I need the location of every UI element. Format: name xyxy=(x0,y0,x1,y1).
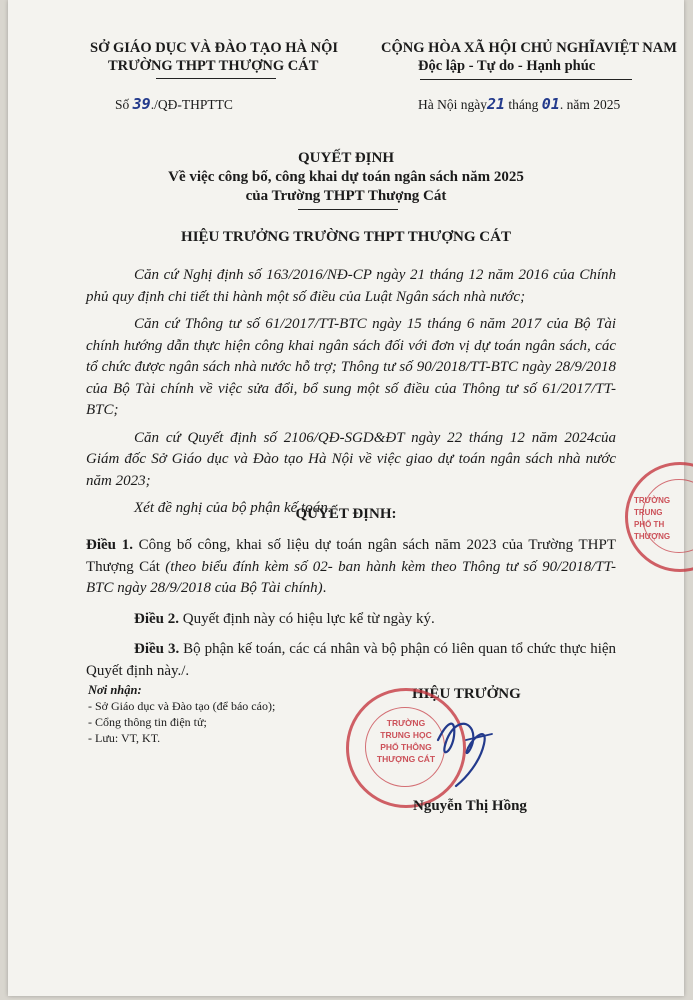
stamp-line: TRƯỜNG xyxy=(634,496,671,505)
document-subtitle-2: của Trường THPT Thượng Cát xyxy=(245,188,447,204)
article-1 xyxy=(86,535,616,600)
recipient-item: - Cổng thông tin điện tử; xyxy=(88,715,207,729)
preamble-clause: Căn cứ Nghị định số 163/2016/NĐ-CP ngày 21 tháng 12 năm 2016 của Chính phủ quy định chi tiết thi hành một số điều của Luật Ngân sách nhà nước; xyxy=(86,267,616,305)
stamp-text xyxy=(634,495,693,543)
stamp-line: THƯỢNG xyxy=(634,532,671,541)
stamp-line: THƯỢNG CÁT xyxy=(376,754,436,764)
date-day: 21 xyxy=(486,95,506,113)
article-note: (theo biểu đính kèm số 02- ban hành kèm theo Thông tư số 90/2018/TT-BTC ngày 28/9/2018 của Bộ Tài chính) xyxy=(86,558,616,596)
title-underline xyxy=(298,209,398,210)
republic-name: CỘNG HÒA XÃ HỘI CHỦ NGHĨAVIỆT NAM xyxy=(381,40,677,56)
preamble-clause: Căn cứ Thông tư số 61/2017/TT-BTC ngày 15 tháng 6 năm 2017 của Bộ Tài chính hướng dẫn thực hiện công khai ngân sách đối với đơn vị dự toán ngân sách, các tổ chức được ngân sách nhà nước hỗ trợ; Thông tư số 90/2018/TT-BTC ngày 28/9/2018 của Bộ Tài chính về việc sửa đổi, bổ sung một số điều của Thông tư số 61/2017/TT-BTC; xyxy=(86,316,616,418)
article-label: Điều 2. xyxy=(134,610,179,627)
document-page xyxy=(8,0,684,996)
issuing-authority: HIỆU TRƯỞNG TRƯỜNG THPT THƯỢNG CÁT xyxy=(181,229,511,245)
recipients-heading: Nơi nhận: xyxy=(88,683,142,697)
signer-role: HIỆU TRƯỞNG xyxy=(412,686,521,702)
article-text: Quyết định này có hiệu lực kể từ ngày ký. xyxy=(179,610,435,627)
document-title: QUYẾT ĐỊNH xyxy=(298,150,394,166)
date-year: . năm 2025 xyxy=(559,97,621,112)
preamble-clause: Căn cứ Quyết định số 2106/QĐ-SGD&ĐT ngày 22 tháng 12 năm 2024của Giám đốc Sở Giáo dục và Đào tạo Hà Nội về việc giao dự toán ngân sách nhà nước năm 2023; xyxy=(86,429,616,489)
stamp-line: TRƯỜNG xyxy=(386,718,426,728)
document-subtitle-1: Về việc công bố, công khai dự toán ngân sách năm 2025 xyxy=(168,169,524,185)
school-name: TRƯỜNG THPT THƯỢNG CÁT xyxy=(108,58,319,74)
recipient-item: - Sở Giáo dục và Đào tạo (để báo cáo); xyxy=(88,699,276,713)
date-month: 01 xyxy=(541,95,560,113)
document-number xyxy=(115,95,233,113)
article-text: Bộ phận kế toán, các cá nhân và bộ phận có liên quan tổ chức thực hiện Quyết định này./. xyxy=(86,641,617,679)
document-date xyxy=(418,95,620,113)
article-text: Công bố công, khai số liệu dự toán ngân sách năm 2023 của Trường THPT Thượng Cát xyxy=(86,537,617,575)
handwritten-signature xyxy=(426,700,506,790)
side-stamp xyxy=(625,462,693,572)
article-2 xyxy=(86,609,616,631)
recipients-block xyxy=(88,682,275,746)
preamble xyxy=(86,265,616,520)
number-value: 39 xyxy=(132,95,151,113)
decision-heading: QUYẾT ĐỊNH: xyxy=(295,506,397,522)
stamp-line: TRUNG HỌC xyxy=(380,730,432,740)
signer-name: Nguyễn Thị Hồng xyxy=(413,798,527,814)
date-month-label: tháng xyxy=(508,97,539,112)
article-label: Điều 1. xyxy=(86,537,133,553)
stamp-line: PHỔ TH xyxy=(634,520,665,529)
date-prefix: Hà Nội ngày xyxy=(418,97,487,112)
stamp-line: TRUNG xyxy=(634,508,663,517)
articles xyxy=(86,535,616,682)
recipient-item: - Lưu: VT, KT. xyxy=(88,731,161,745)
article-label: Điều 3. xyxy=(134,641,180,657)
department-name: SỞ GIÁO DỤC VÀ ĐÀO TẠO HÀ NỘI xyxy=(90,40,339,56)
school-underline xyxy=(156,78,276,79)
stamp-line: PHỔ THÔNG xyxy=(380,742,432,752)
number-prefix: Số xyxy=(115,97,130,112)
national-motto: Độc lập - Tự do - Hạnh phúc xyxy=(418,58,596,74)
article-tail: . xyxy=(322,580,327,596)
article-3 xyxy=(86,639,616,682)
number-suffix: ./QĐ-THPTTC xyxy=(150,97,233,112)
motto-underline xyxy=(420,79,632,80)
preamble-clause: Xét đề nghị của bộ phận kế toán. xyxy=(134,500,332,516)
